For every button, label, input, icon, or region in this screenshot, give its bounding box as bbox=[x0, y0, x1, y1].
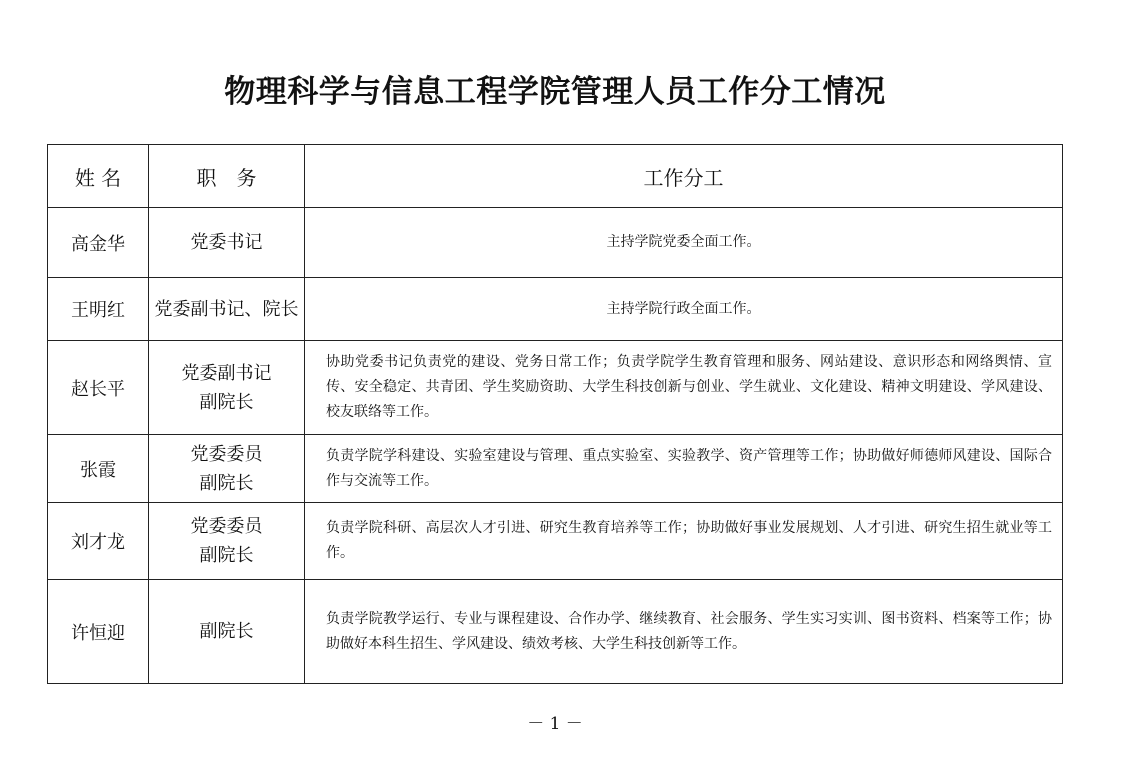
staff-duties bbox=[305, 208, 1063, 278]
staff-position bbox=[149, 503, 305, 580]
duties-text: 主持学院行政全面工作。 bbox=[606, 300, 761, 317]
position-line: 副院长 bbox=[199, 621, 254, 642]
duties-text: 负责学院教学运行、专业与课程建设、合作办学、继续教育、社会服务、学生实习实训、图书资料、档案等工作；协助做好本科生招生、学风建设、绩效考核、大学生科技创新等工作。 bbox=[326, 610, 1052, 652]
staff-name: 张霞 bbox=[48, 435, 149, 503]
position-line: 副院长 bbox=[199, 391, 254, 413]
table-row bbox=[48, 580, 1063, 684]
staff-name: 赵长平 bbox=[48, 341, 149, 435]
position-line: 副院长 bbox=[199, 545, 254, 566]
header-position: 职 务 bbox=[149, 145, 305, 208]
duties-text: 负责学院科研、高层次人才引进、研究生教育培养等工作；协助做好事业发展规划、人才引进、研究生招生就业等工作。 bbox=[326, 520, 1052, 561]
staff-position bbox=[149, 208, 305, 278]
staff-position bbox=[149, 278, 305, 341]
staff-duty-table bbox=[47, 144, 1063, 684]
staff-name: 许恒迎 bbox=[48, 580, 149, 684]
staff-position bbox=[149, 580, 305, 684]
table-row bbox=[48, 435, 1063, 503]
header-name: 姓 名 bbox=[48, 145, 149, 208]
position-line: 党委书记 bbox=[190, 232, 263, 253]
staff-position bbox=[149, 341, 305, 435]
staff-position bbox=[149, 435, 305, 503]
position-line: 党委委员 bbox=[190, 516, 263, 537]
table-header-row bbox=[48, 145, 1063, 208]
table-row bbox=[48, 503, 1063, 580]
table-row bbox=[48, 278, 1063, 341]
duties-text: 协助党委书记负责党的建设、党务日常工作；负责学院学生教育管理和服务、网站建设、意识形态和网络舆情、宣传、安全稳定、共青团、学生奖励资助、大学生科技创新与创业、学生就业、文化建设、精神文明建设、学风建设、校友联络等工作。 bbox=[326, 354, 1052, 420]
duties-text: 负责学院学科建设、实验室建设与管理、重点实验室、实验教学、资产管理等工作；协助做好师德师风建设、国际合作与交流等工作。 bbox=[326, 447, 1052, 489]
document-title: 物理科学与信息工程学院管理人员工作分工情况 bbox=[224, 74, 886, 110]
staff-duties bbox=[305, 435, 1063, 503]
staff-duties bbox=[305, 580, 1063, 684]
page-number: － 1 － bbox=[527, 714, 583, 734]
staff-duties bbox=[305, 503, 1063, 580]
staff-duties bbox=[305, 278, 1063, 341]
position-line: 党委副书记、院长 bbox=[154, 298, 299, 320]
position-line: 党委委员 bbox=[190, 443, 263, 465]
staff-duties bbox=[305, 341, 1063, 435]
staff-name: 高金华 bbox=[48, 208, 149, 278]
position-line: 党委副书记 bbox=[181, 362, 272, 384]
duties-text: 主持学院党委全面工作。 bbox=[606, 234, 761, 250]
position-line: 副院长 bbox=[199, 472, 254, 494]
header-duties: 工作分工 bbox=[305, 145, 1063, 208]
staff-name: 刘才龙 bbox=[48, 503, 149, 580]
table-row bbox=[48, 341, 1063, 435]
table-row bbox=[48, 208, 1063, 278]
staff-name: 王明红 bbox=[48, 278, 149, 341]
